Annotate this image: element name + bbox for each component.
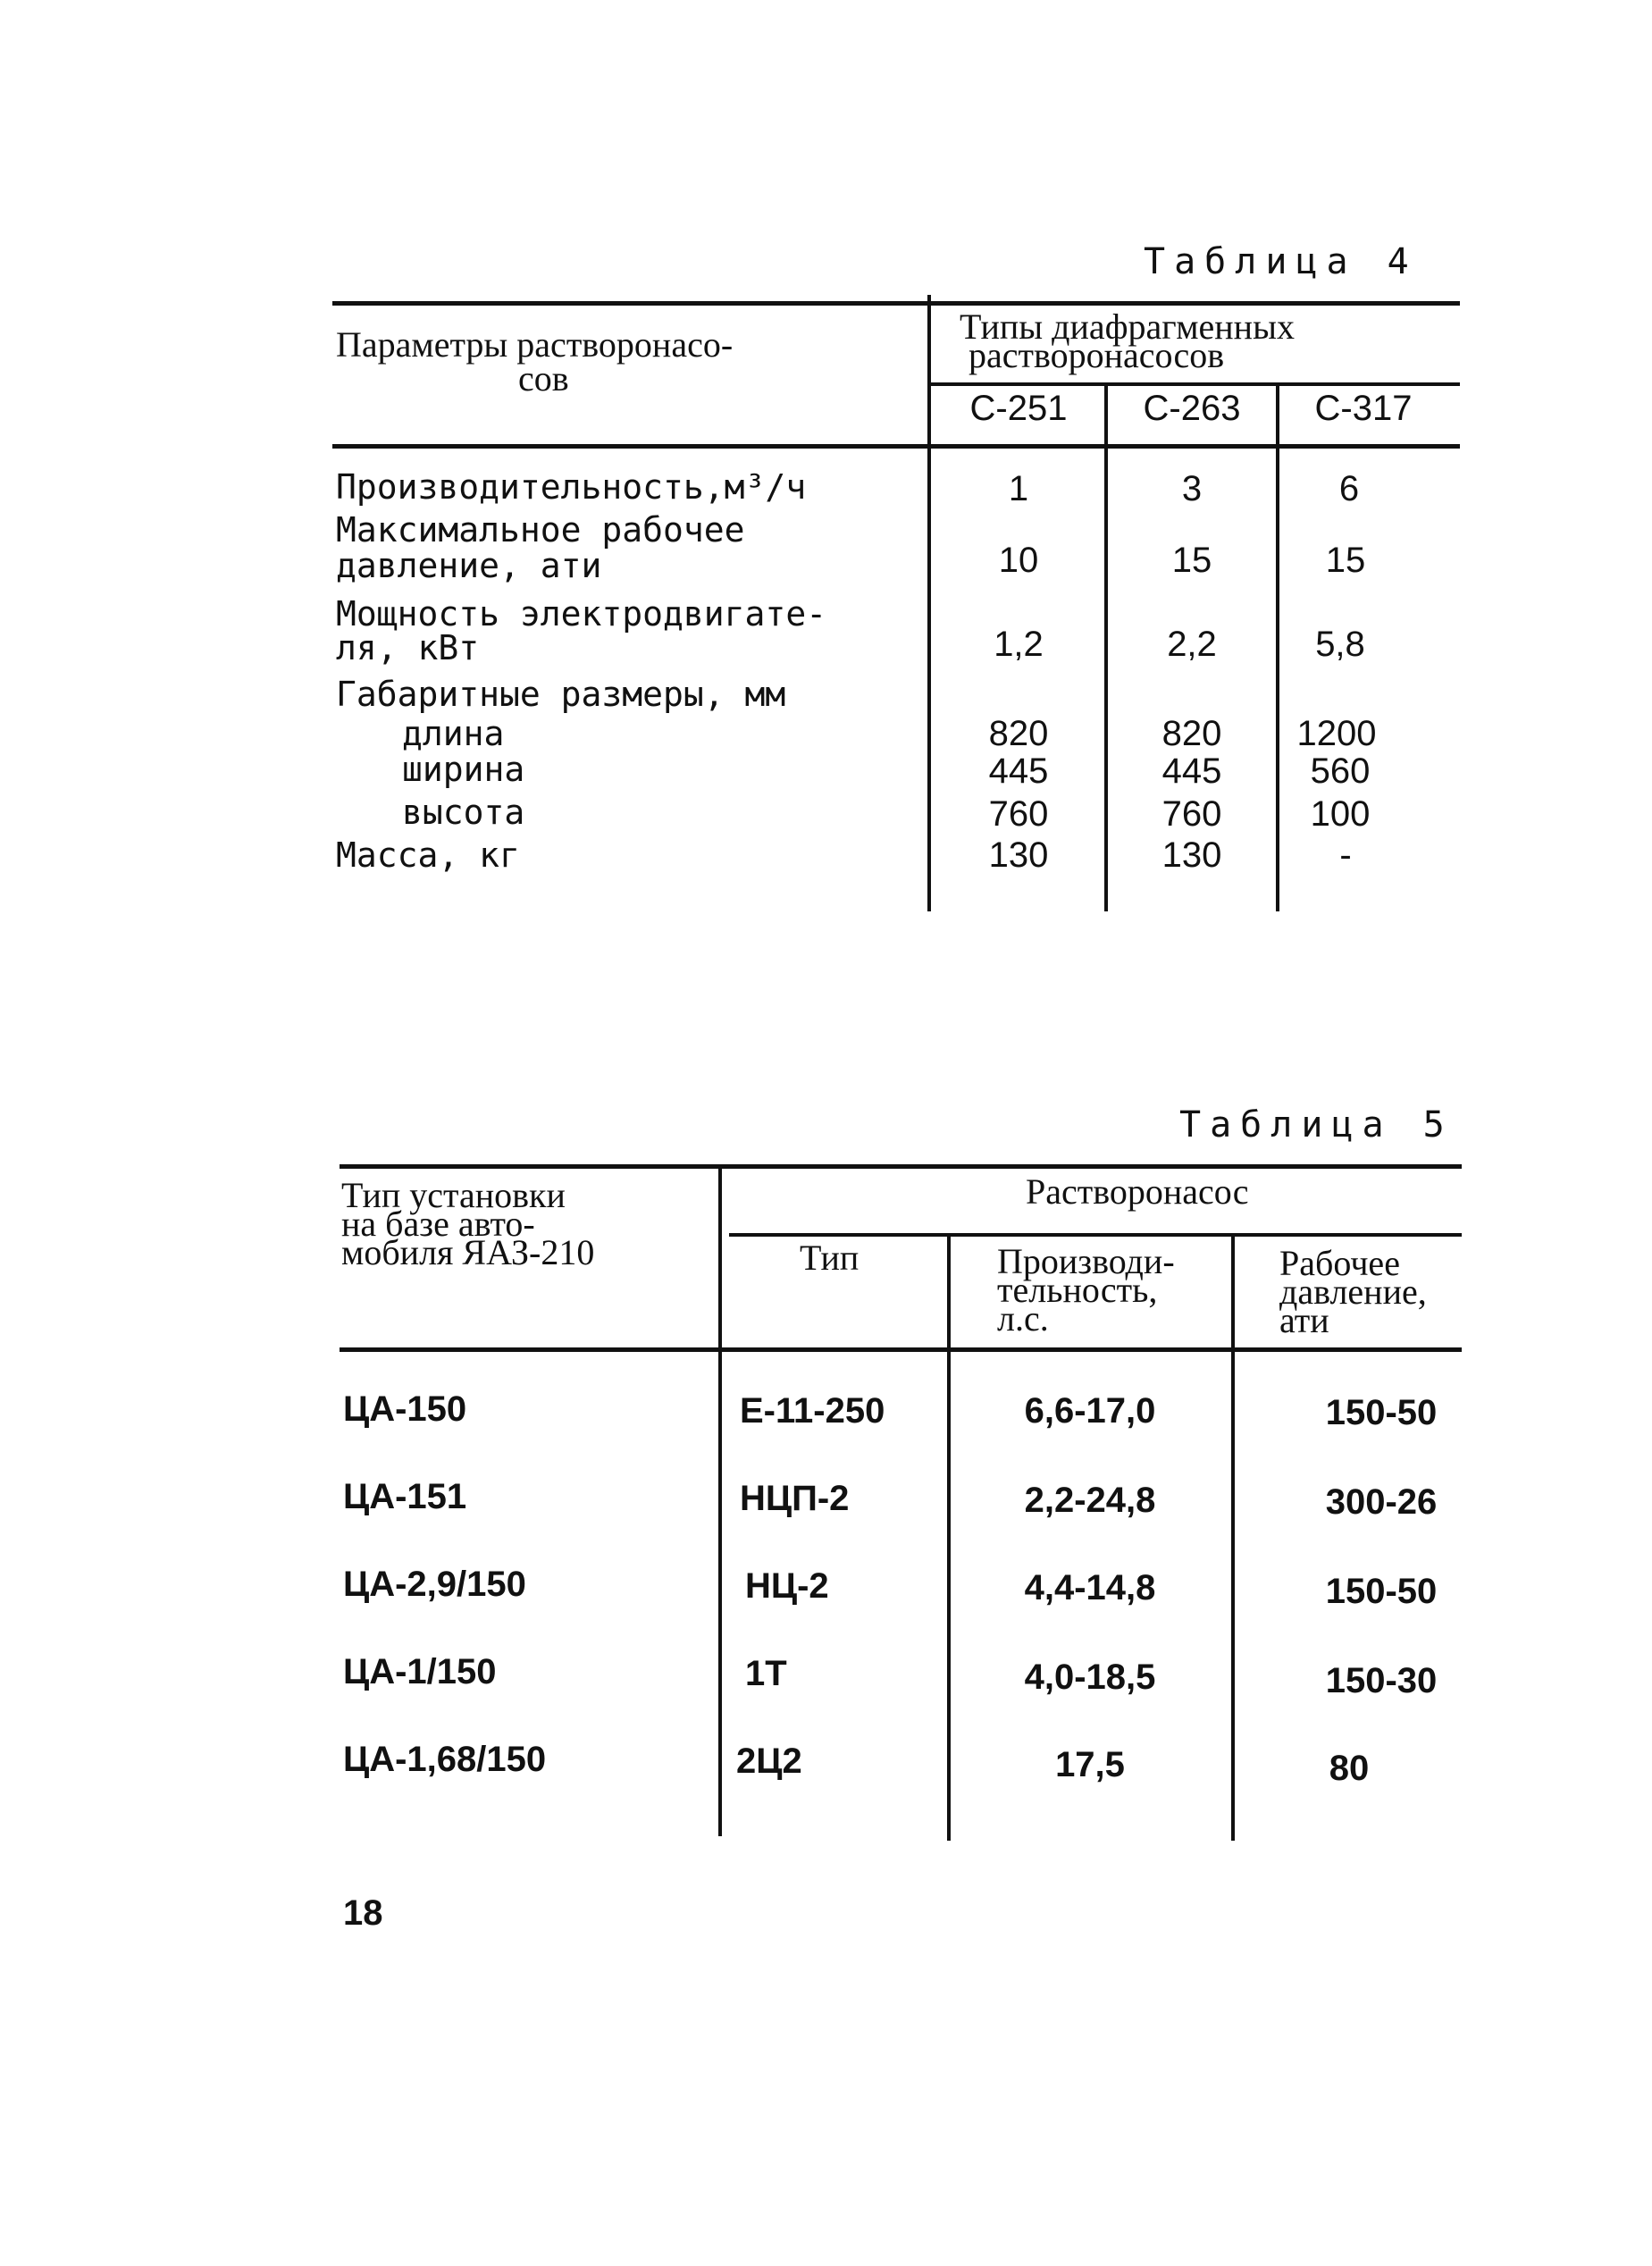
table-5-install-cell: ЦА-2,9/150 [343, 1565, 526, 1604]
table-5-pressure-cell: 150-30 [1325, 1661, 1438, 1700]
table-4-cell: 760 [1161, 794, 1222, 834]
table-5-type-header: Тип [800, 1238, 860, 1278]
page-number: 18 [343, 1893, 383, 1933]
table-4-group-header-cont: растворонасосов [969, 335, 1225, 375]
table-4-divider-1 [927, 295, 931, 911]
table-5-pressure-header-cont: ати [1279, 1300, 1329, 1340]
table-5-type-cell: НЦП-2 [740, 1479, 850, 1518]
table-4-col-c263: С-263 [1143, 389, 1241, 428]
table-4-row-label-cont: ля, кВт [336, 628, 480, 667]
table-5-install-header: Тип установки [341, 1175, 566, 1215]
table-4-cell: - [1339, 835, 1352, 875]
table-4-group-header: Типы диафрагменных [960, 306, 1295, 347]
table-4-cell: 1,2 [994, 625, 1044, 664]
table-4-param-header-cont: сов [518, 358, 569, 399]
table-4-row-label: Максимальное рабочее [336, 510, 745, 550]
table-4-cell: 1200 [1296, 714, 1377, 753]
table-5-type-cell: 1Т [745, 1654, 787, 1693]
table-4-cell: 820 [1161, 714, 1222, 753]
table-5-type-cell: Е-11-250 [740, 1391, 885, 1431]
table-5-perf-header-cont: тельность, [997, 1270, 1158, 1310]
table-4-caption: Таблица 4 [1144, 241, 1418, 282]
table-5-subheader-rule [729, 1233, 1462, 1237]
table-5-pressure-cell: 150-50 [1325, 1393, 1438, 1432]
table-4-row-label: Габаритные размеры, мм [336, 675, 786, 714]
table-5-divider-2 [947, 1233, 951, 1841]
table-4-cell: 15 [1325, 541, 1366, 580]
table-4-cell: 15 [1171, 541, 1212, 580]
table-5-perf-cell: 2,2-24,8 [1024, 1481, 1156, 1520]
table-4-cell: 445 [988, 751, 1049, 791]
table-4-cell: 1 [1008, 469, 1029, 508]
table-5-type-cell: НЦ-2 [745, 1566, 829, 1606]
table-4-cell: 130 [988, 835, 1049, 875]
table-5-install-header-cont: на базе авто- [341, 1204, 535, 1244]
table-5-install-cell: ЦА-1/150 [343, 1652, 497, 1691]
table-5-caption: Таблица 5 [1179, 1104, 1454, 1146]
table-5-install-header-cont: мобиля ЯАЗ-210 [341, 1232, 595, 1272]
table-4-row-label: Мощность электродвигате- [336, 594, 827, 634]
table-4-header-bottom-rule [332, 444, 1460, 449]
table-4-row-label: Масса, кг [336, 835, 520, 875]
table-5-perf-cell: 4,4-14,8 [1024, 1568, 1156, 1607]
table-4-cell: 5,8 [1315, 625, 1365, 664]
table-4-row-label-indented: длина [402, 714, 505, 753]
table-5-install-cell: ЦА-151 [343, 1477, 467, 1516]
table-5-perf-header-cont: л.с. [997, 1298, 1049, 1339]
table-4-cell: 3 [1181, 469, 1203, 508]
table-4-cell: 560 [1310, 751, 1371, 791]
table-5-perf-cell: 17,5 [1055, 1745, 1125, 1784]
table-4-cell: 10 [998, 541, 1039, 580]
table-4-cell: 820 [988, 714, 1049, 753]
table-5-pump-group-header: Растворонасос [1026, 1171, 1249, 1212]
table-5-perf-cell: 6,6-17,0 [1024, 1391, 1156, 1431]
table-5-pressure-cell: 150-50 [1325, 1572, 1438, 1611]
table-5-install-cell: ЦА-150 [343, 1389, 467, 1429]
table-4-cell: 6 [1338, 469, 1360, 508]
table-4-cell: 100 [1310, 794, 1371, 834]
table-4-col-c317: С-317 [1314, 389, 1413, 428]
table-4-row-label-indented: высота [402, 793, 525, 832]
table-5-header-bottom-rule [340, 1347, 1462, 1352]
table-5-install-cell: ЦА-1,68/150 [343, 1740, 547, 1779]
table-4-subheader-rule [929, 382, 1460, 386]
table-5-type-cell: 2Ц2 [736, 1741, 802, 1781]
table-4-cell: 130 [1161, 835, 1222, 875]
table-4-row-label: Производительность,м³/ч [336, 467, 807, 507]
table-5-pressure-header-cont: давление, [1279, 1271, 1427, 1312]
table-4-row-label-indented: ширина [402, 750, 525, 789]
table-4-cell: 760 [988, 794, 1049, 834]
table-4-row-label-cont: давление, ати [336, 546, 602, 585]
table-5-perf-cell: 4,0-18,5 [1024, 1658, 1156, 1697]
table-4-divider-2 [1104, 382, 1108, 911]
table-4-param-header: Параметры растворонасо- [336, 324, 734, 365]
table-5-pressure-cell: 80 [1329, 1749, 1370, 1788]
table-5-pressure-header: Рабочее [1279, 1243, 1400, 1283]
table-4-cell: 445 [1161, 751, 1222, 791]
table-5-perf-header: Производи- [997, 1241, 1175, 1281]
table-4-top-rule [332, 301, 1460, 306]
table-5-divider-1 [718, 1164, 722, 1836]
table-5-pressure-cell: 300-26 [1325, 1482, 1438, 1522]
table-4-cell: 2,2 [1167, 625, 1217, 664]
table-4-col-c251: С-251 [969, 389, 1068, 428]
table-5-top-rule [340, 1164, 1462, 1169]
